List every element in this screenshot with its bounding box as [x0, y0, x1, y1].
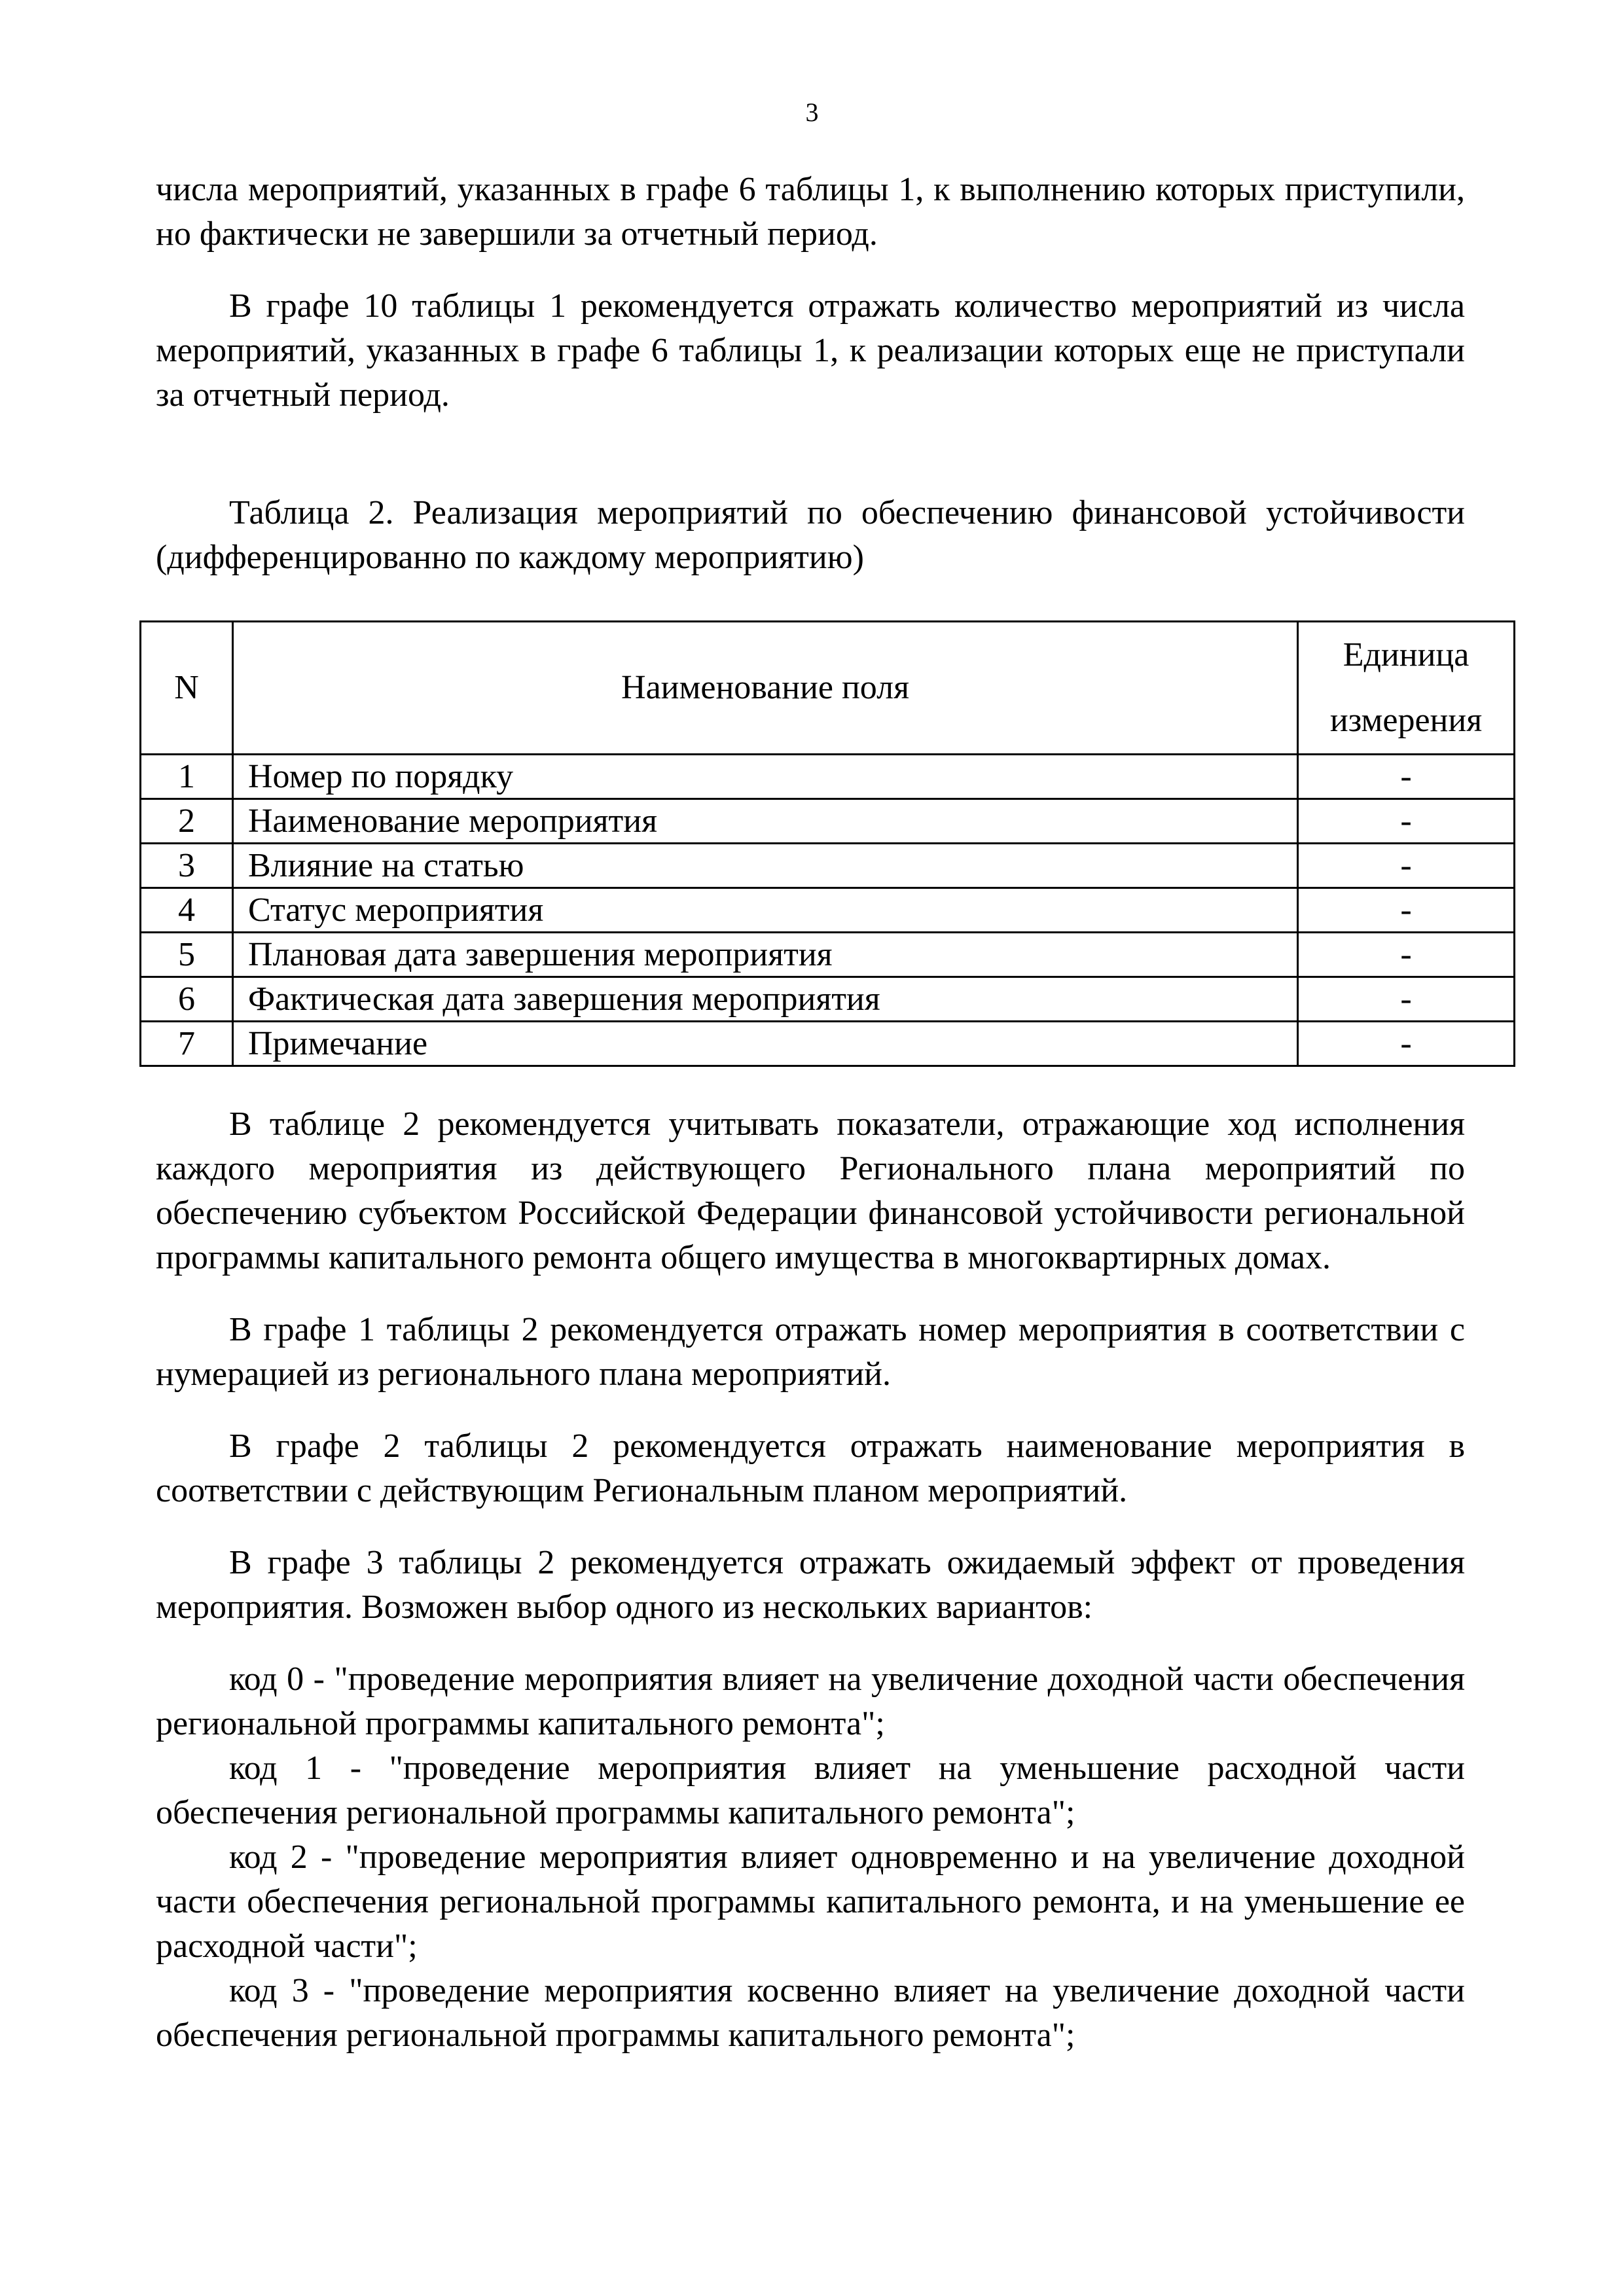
- paragraph-column-2: В графе 2 таблицы 2 рекомендуется отражать наименование мероприятия в соответствии с действующим Региональным планом мероприятий.: [156, 1427, 1465, 1509]
- row-number: 5: [141, 933, 233, 977]
- row-field-name: Примечание: [233, 1022, 1298, 1066]
- row-field-name: Плановая дата завершения мероприятия: [233, 933, 1298, 977]
- table-row: [141, 799, 1515, 844]
- row-unit: -: [1298, 755, 1515, 799]
- paragraph-table-2-intro: В таблице 2 рекомендуется учитывать показатели, отражающие ход исполнения каждого мероприятия из действующего Регионального плана мероприятий по обеспечению субъектом Российской Федерации финансовой устойчивости региональной программы капитального ремонта общего имущества в многоквартирных домах.: [156, 1105, 1465, 1276]
- code-item: код 1 - "проведение мероприятия влияет на уменьшение расходной части обеспечения региональной программы капитального ремонта";: [156, 1749, 1465, 1831]
- table-row: [141, 888, 1515, 933]
- header-unit: [1298, 622, 1515, 755]
- paragraph-column-10: В графе 10 таблицы 1 рекомендуется отражать количество мероприятий из числа мероприятий, указанных в графе 6 таблицы 1, к реализации которых еще не приступали за отчетный период.: [156, 287, 1465, 414]
- paragraph-continued: числа мероприятий, указанных в графе 6 таблицы 1, к выполнению которых приступили, но фактически не завершили за отчетный период.: [156, 171, 1465, 253]
- row-number: 6: [141, 977, 233, 1022]
- header-unit-line1: Единица: [1343, 636, 1470, 673]
- table-row: [141, 844, 1515, 888]
- row-field-name: Номер по порядку: [233, 755, 1298, 799]
- row-number: 3: [141, 844, 233, 888]
- row-unit: -: [1298, 888, 1515, 933]
- header-field-name: Наименование поля: [233, 622, 1298, 755]
- paragraph-column-3: В графе 3 таблицы 2 рекомендуется отражать ожидаемый эффект от проведения мероприятия. Возможен выбор одного из нескольких вариантов:: [156, 1544, 1465, 1626]
- header-unit-line2: измерения: [1329, 702, 1483, 739]
- table-header-row: [141, 622, 1515, 755]
- code-list: [156, 1657, 1465, 2058]
- table-row: [141, 933, 1515, 977]
- row-number: 2: [141, 799, 233, 844]
- table-row: [141, 977, 1515, 1022]
- row-unit: -: [1298, 844, 1515, 888]
- row-number: 4: [141, 888, 233, 933]
- row-number: 1: [141, 755, 233, 799]
- code-item: код 0 - "проведение мероприятия влияет на увеличение доходной части обеспечения региональной программы капитального ремонта";: [156, 1660, 1465, 1742]
- table-row: [141, 755, 1515, 799]
- row-unit: -: [1298, 933, 1515, 977]
- table-row: [141, 1022, 1515, 1066]
- row-field-name: Влияние на статью: [233, 844, 1298, 888]
- page-number: 3: [805, 98, 819, 127]
- code-item: код 3 - "проведение мероприятия косвенно влияет на увеличение доходной части обеспечения региональной программы капитального ремонта";: [156, 1972, 1465, 2054]
- body-text: [156, 1102, 1465, 2058]
- row-number: 7: [141, 1022, 233, 1066]
- paragraph-column-1: В графе 1 таблицы 2 рекомендуется отражать номер мероприятия в соответствии с нумерацией из регионального плана мероприятий.: [156, 1311, 1465, 1393]
- row-field-name: Фактическая дата завершения мероприятия: [233, 977, 1298, 1022]
- header-n: N: [141, 622, 233, 755]
- row-unit: -: [1298, 1022, 1515, 1066]
- row-field-name: Статус мероприятия: [233, 888, 1298, 933]
- intro-text: [156, 168, 1465, 580]
- fields-table: [139, 620, 1515, 1067]
- code-item: код 2 - "проведение мероприятия влияет одновременно и на увеличение доходной части обеспечения региональной программы капитального ремонта, и на уменьшение ее расходной части";: [156, 1839, 1465, 1965]
- table-caption: Таблица 2. Реализация мероприятий по обеспечению финансовой устойчивости (дифференцированно по каждому мероприятию): [156, 494, 1465, 576]
- row-unit: -: [1298, 977, 1515, 1022]
- row-field-name: Наименование мероприятия: [233, 799, 1298, 844]
- row-unit: -: [1298, 799, 1515, 844]
